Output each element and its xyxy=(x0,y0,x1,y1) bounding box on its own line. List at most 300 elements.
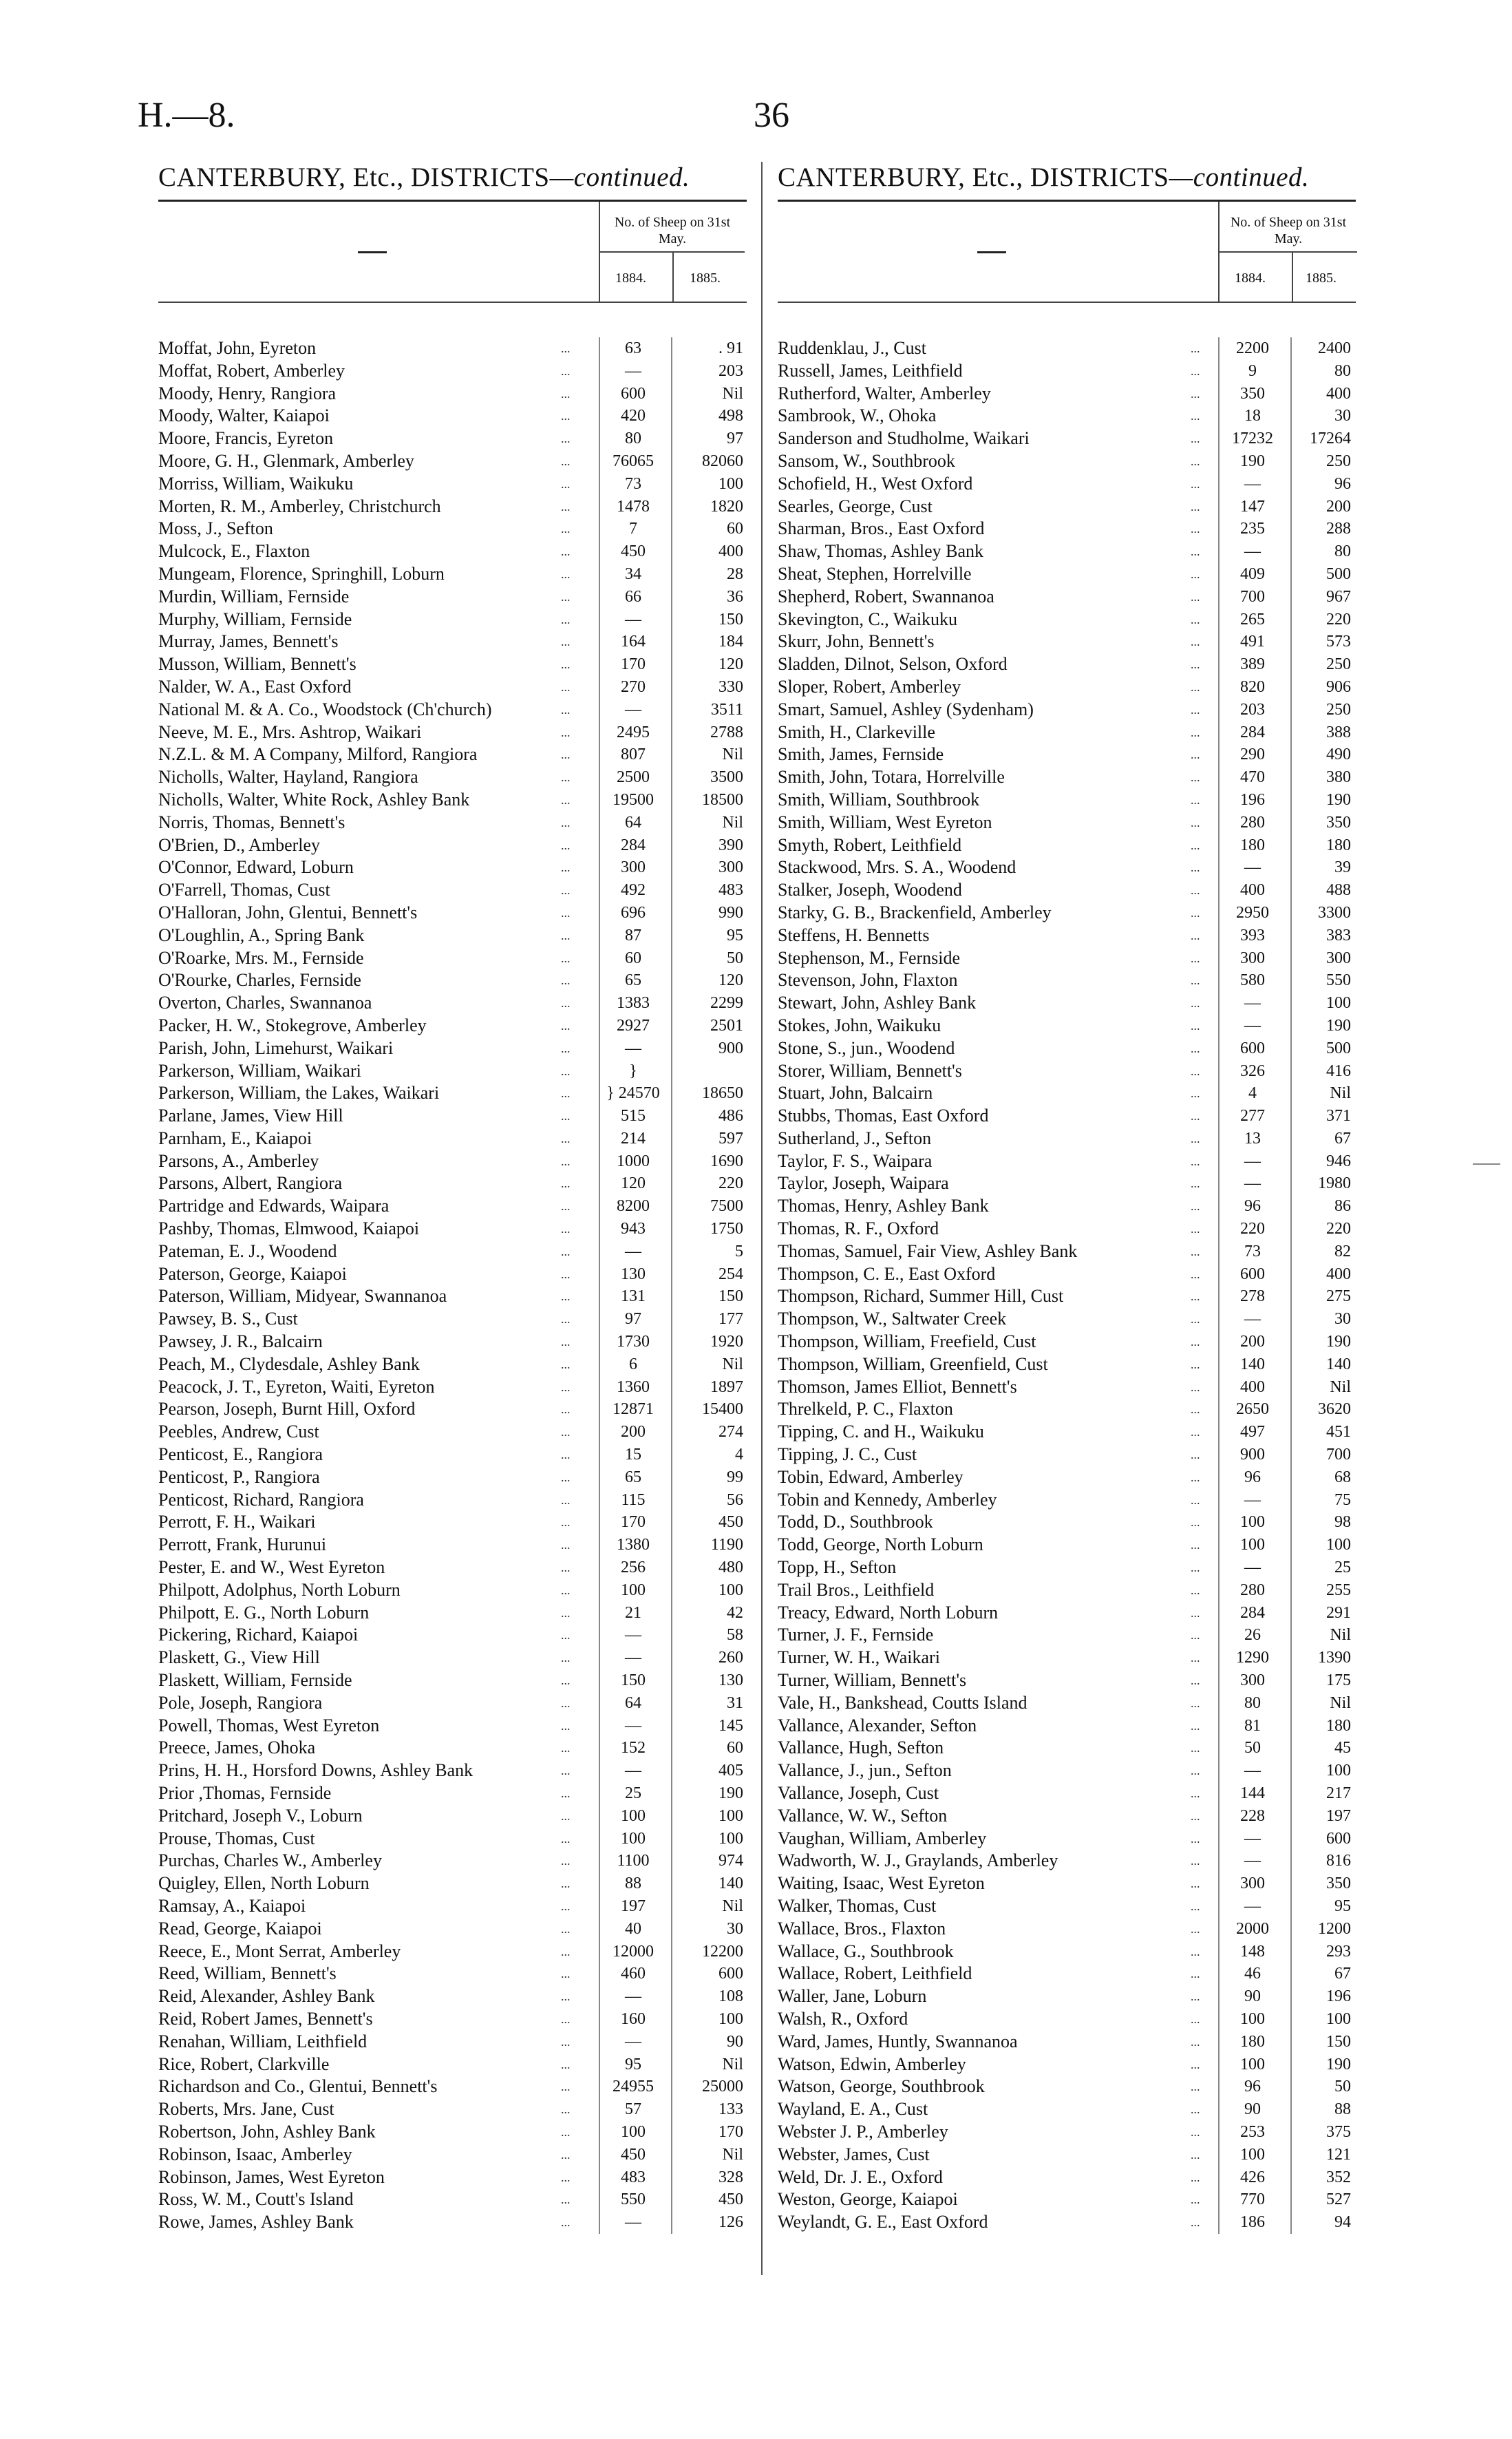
sheep-1884: 152 xyxy=(621,1739,646,1757)
owner-name: Russell, James, Leithfield xyxy=(778,360,963,381)
sheep-1885: 330 xyxy=(718,677,743,696)
table-row xyxy=(778,337,1356,360)
owner-name: Penticost, Richard, Rangiora xyxy=(158,1489,364,1510)
leader-dots: ... xyxy=(561,838,571,852)
owner-name: Vaughan, William, Amberley xyxy=(778,1828,987,1848)
table-row xyxy=(778,1647,1356,1669)
leader-dots: ... xyxy=(1191,589,1200,604)
leader-dots: ... xyxy=(561,2012,571,2026)
leader-dots: ... xyxy=(1191,499,1200,514)
sheep-1885: 99 xyxy=(727,1468,743,1486)
table-row xyxy=(158,766,747,789)
leader-dots: ... xyxy=(561,860,571,875)
sheep-1884: 300 xyxy=(1240,949,1265,967)
page-id: H.—8. xyxy=(138,96,235,135)
left-table-body xyxy=(158,337,747,2234)
sheep-1885: 488 xyxy=(1326,881,1351,900)
sheep-count-group-header xyxy=(1218,202,1357,302)
sheep-1884: 770 xyxy=(1240,2190,1265,2209)
sheep-1885: 67 xyxy=(1334,1965,1351,1983)
leader-dots: ... xyxy=(561,1312,571,1327)
owner-name: Moffat, Robert, Amberley xyxy=(158,360,345,381)
owner-name: Waller, Jane, Loburn xyxy=(778,1986,927,2007)
table-row xyxy=(778,360,1356,383)
leader-dots: ... xyxy=(561,1267,571,1281)
table-row xyxy=(158,856,747,879)
sheep-1884: 400 xyxy=(1240,881,1265,900)
sheep-1884: 220 xyxy=(1240,1220,1265,1238)
leader-dots: ... xyxy=(1191,1357,1200,1371)
sheep-1884: — xyxy=(625,1762,641,1780)
sheep-1885: 95 xyxy=(1334,1897,1351,1915)
sheep-1884: 25 xyxy=(625,1784,641,1802)
leader-dots: ... xyxy=(1191,1583,1200,1597)
owner-name: Searles, George, Cust xyxy=(778,496,933,516)
leader-dots: ... xyxy=(1191,1335,1200,1349)
sheep-1884: 100 xyxy=(1240,2055,1265,2073)
owner-name: Vale, H., Bankshead, Coutts Island xyxy=(778,1692,1027,1713)
sheep-1884: 148 xyxy=(1240,1942,1265,1961)
sheep-1884: 900 xyxy=(1240,1446,1265,1464)
sheep-1885: 121 xyxy=(1326,2145,1351,2164)
sheep-1885: 120 xyxy=(718,971,743,990)
table-row xyxy=(158,1263,747,1286)
sheep-1885: 388 xyxy=(1326,723,1351,741)
table-row xyxy=(778,925,1356,947)
owner-name: Todd, George, North Loburn xyxy=(778,1534,983,1555)
owner-name: Watson, George, Southbrook xyxy=(778,2076,985,2097)
sheep-1884: 450 xyxy=(621,542,646,561)
owner-name: Peebles, Andrew, Cust xyxy=(158,1422,319,1442)
sheep-1884: 100 xyxy=(1240,2009,1265,2028)
owner-name: Wallace, Robert, Leithfield xyxy=(778,1963,972,1984)
table-row xyxy=(778,383,1356,405)
sheep-1884: 393 xyxy=(1240,926,1265,944)
leader-dots: ... xyxy=(561,499,571,514)
table-row xyxy=(158,1240,747,1263)
owner-name: Tipping, J. C., Cust xyxy=(778,1444,917,1465)
sheep-1885: 203 xyxy=(718,361,743,380)
table-row xyxy=(158,1534,747,1556)
leader-dots: ... xyxy=(561,702,571,717)
sheep-1884: 492 xyxy=(621,881,646,900)
owner-name: Moore, Francis, Eyreton xyxy=(158,428,334,449)
table-row xyxy=(158,1421,747,1444)
sheep-1885: 133 xyxy=(718,2100,743,2119)
sheep-1885: 75 xyxy=(1334,1490,1351,1509)
sheep-1885: 184 xyxy=(718,633,743,651)
sheep-1884: 1478 xyxy=(617,497,650,516)
sheep-1885: 500 xyxy=(1326,1039,1351,1057)
sheep-1885: 1980 xyxy=(1318,1174,1351,1193)
table-row xyxy=(778,2166,1356,2189)
owner-name: Morriss, William, Waikuku xyxy=(158,473,354,494)
table-row xyxy=(778,1985,1356,2008)
leader-dots: ... xyxy=(1191,1854,1200,1868)
table-row xyxy=(158,1669,747,1692)
table-row xyxy=(158,2144,747,2166)
table-row xyxy=(778,609,1356,631)
table-row xyxy=(778,1669,1356,1692)
owner-name: Thompson, William, Greenfield, Cust xyxy=(778,1353,1048,1374)
leader-dots: ... xyxy=(561,928,571,942)
leader-dots: ... xyxy=(561,792,571,807)
sheep-1884: 483 xyxy=(621,2168,646,2186)
table-row xyxy=(778,1760,1356,1782)
sheep-1884: 170 xyxy=(621,655,646,674)
group-title: No. of Sheep on 31st May. xyxy=(614,215,731,246)
sheep-1885: 405 xyxy=(718,1762,743,1780)
sheep-1885: 25 xyxy=(1334,1559,1351,1577)
section-title-suffix: —continued. xyxy=(1169,162,1310,192)
sheep-1885: 15400 xyxy=(702,1400,743,1419)
sheep-1884: 90 xyxy=(1244,2100,1261,2119)
leader-dots: ... xyxy=(561,679,571,694)
sheep-1885: 288 xyxy=(1326,520,1351,538)
owner-name: Webster J. P., Amberley xyxy=(778,2121,948,2142)
sheep-1884: 15 xyxy=(625,1446,641,1464)
sheep-1884: 1360 xyxy=(617,1377,650,1396)
table-row xyxy=(778,1015,1356,1037)
sheep-1885: 1920 xyxy=(710,1333,743,1351)
table-row xyxy=(778,563,1356,586)
leader-dots: ... xyxy=(1191,1673,1200,1688)
owner-name: Stewart, John, Ashley Bank xyxy=(778,993,977,1013)
leader-dots: ... xyxy=(561,1583,571,1597)
sheep-1884: 300 xyxy=(1240,1875,1265,1893)
leader-dots: ... xyxy=(1191,1176,1200,1191)
leader-dots: ... xyxy=(561,1561,571,1575)
leader-dots: ... xyxy=(1191,1515,1200,1530)
table-row xyxy=(778,1692,1356,1715)
table-row xyxy=(158,1444,747,1466)
sheep-1885: 80 xyxy=(1334,542,1351,561)
leader-dots: ... xyxy=(561,1718,571,1733)
sheep-1885: 1390 xyxy=(1318,1649,1351,1667)
table-row xyxy=(778,766,1356,789)
sheep-1884: 820 xyxy=(1240,677,1265,696)
sheep-1885: 2501 xyxy=(710,1016,743,1035)
owner-name: Turner, W. H., Waikari xyxy=(778,1647,940,1668)
sheep-1884: 8200 xyxy=(617,1197,650,1216)
table-row xyxy=(778,902,1356,925)
sheep-1885: 100 xyxy=(718,1829,743,1848)
leader-dots: ... xyxy=(1191,770,1200,785)
owner-name: Smith, William, Southbrook xyxy=(778,789,980,810)
leader-dots: ... xyxy=(561,1989,571,2004)
center-rule xyxy=(761,162,763,2275)
table-row xyxy=(158,2098,747,2121)
leader-dots: ... xyxy=(561,1921,571,1936)
sheep-1884: 326 xyxy=(1240,1062,1265,1080)
sheep-1885: 96 xyxy=(1334,474,1351,493)
table-row xyxy=(778,1850,1356,1872)
sheep-1885: 100 xyxy=(1326,1762,1351,1780)
leader-dots: ... xyxy=(1191,1109,1200,1123)
leader-dots: ... xyxy=(1191,1086,1200,1101)
sheep-1885: 12200 xyxy=(702,1942,743,1961)
leader-dots: ... xyxy=(561,1154,571,1168)
sheep-1885: 1750 xyxy=(710,1220,743,1238)
owner-name: Walsh, R., Oxford xyxy=(778,2008,908,2029)
sheep-1884: — xyxy=(625,1626,641,1645)
table-row xyxy=(158,969,747,992)
table-row xyxy=(778,631,1356,653)
leader-dots: ... xyxy=(1191,1786,1200,1800)
sheep-1884: 19500 xyxy=(613,790,654,809)
sheep-1884: 100 xyxy=(621,1581,646,1599)
leader-dots: ... xyxy=(1191,2170,1200,2184)
sheep-1884: 253 xyxy=(1240,2122,1265,2141)
table-row xyxy=(158,1963,747,1985)
table-row xyxy=(158,1466,747,1489)
leader-dots: ... xyxy=(1191,725,1200,739)
leader-dots: ... xyxy=(561,1448,571,1462)
sheep-1885: Nil xyxy=(722,813,743,832)
owner-name: Smith, William, West Eyreton xyxy=(778,812,992,832)
sheep-1885: 31 xyxy=(727,1693,743,1712)
owner-name: Moody, Henry, Rangiora xyxy=(158,383,337,403)
sheep-1884: 2927 xyxy=(617,1016,650,1035)
table-row xyxy=(778,2188,1356,2211)
table-row xyxy=(158,1376,747,1399)
sheep-1884: 1000 xyxy=(617,1152,650,1170)
table-row xyxy=(158,2053,747,2076)
sheep-1885: 5 xyxy=(735,1242,743,1260)
leader-dots: ... xyxy=(1191,545,1200,559)
owner-name: Thompson, William, Freefield, Cust xyxy=(778,1331,1036,1352)
table-row xyxy=(778,2076,1356,2098)
owner-name: Turner, J. F., Fernside xyxy=(778,1625,934,1645)
sheep-1885: 3620 xyxy=(1318,1400,1351,1419)
leader-dots: ... xyxy=(561,1041,571,1055)
table-row xyxy=(778,2144,1356,2166)
sheep-1884: 65 xyxy=(625,971,641,990)
owner-name: Moffat, John, Eyreton xyxy=(158,338,317,358)
leader-dots: ... xyxy=(561,1854,571,1868)
leader-dots: ... xyxy=(561,2124,571,2139)
table-row xyxy=(778,834,1356,857)
owner-name: Thomson, James Elliot, Bennett's xyxy=(778,1376,1017,1397)
sheep-1885: 88 xyxy=(1334,2100,1351,2119)
table-row xyxy=(158,1195,747,1218)
table-row xyxy=(158,1105,747,1128)
sheep-1885: 293 xyxy=(1326,1942,1351,1961)
sheep-1885: 300 xyxy=(718,858,743,877)
sheep-1885: 380 xyxy=(1326,768,1351,787)
sheep-1884: 277 xyxy=(1240,1107,1265,1126)
table-row xyxy=(158,992,747,1015)
sheep-1885: 190 xyxy=(1326,1016,1351,1035)
owner-name: Parnham, E., Kaiapoi xyxy=(158,1128,312,1148)
leader-dots: ... xyxy=(561,725,571,739)
leader-dots: ... xyxy=(1191,522,1200,536)
sheep-1885: 94 xyxy=(1334,2213,1351,2232)
leader-dots: ... xyxy=(1191,1877,1200,1891)
sheep-1884: 115 xyxy=(621,1490,646,1509)
owner-name: Nalder, W. A., East Oxford xyxy=(158,676,352,697)
table-row xyxy=(158,1985,747,2008)
leader-dots: ... xyxy=(1191,1222,1200,1236)
sheep-1885: 177 xyxy=(718,1310,743,1329)
leader-dots: ... xyxy=(1191,1267,1200,1281)
leader-dots: ... xyxy=(561,1357,571,1371)
sheep-1885: 220 xyxy=(718,1174,743,1193)
owner-name: Vallance, W. W., Sefton xyxy=(778,1805,948,1826)
leader-dots: ... xyxy=(561,2102,571,2117)
leader-dots: ... xyxy=(1191,612,1200,626)
sheep-1884: — xyxy=(1244,1490,1261,1509)
year-subheader xyxy=(600,251,745,303)
table-row xyxy=(778,1195,1356,1218)
leader-dots: ... xyxy=(561,1538,571,1552)
sheep-1885: 100 xyxy=(718,1806,743,1825)
sheep-1885: 170 xyxy=(718,2122,743,2141)
table-row xyxy=(158,631,747,653)
owner-name: Sanderson and Studholme, Waikari xyxy=(778,428,1030,449)
table-row xyxy=(158,1037,747,1060)
sheep-1885: 217 xyxy=(1326,1784,1351,1802)
leader-dots: ... xyxy=(1191,2034,1200,2049)
table-row xyxy=(778,1240,1356,1263)
sheep-1884: 40 xyxy=(625,1919,641,1938)
table-row xyxy=(158,1150,747,1173)
sheep-1885: 416 xyxy=(1326,1062,1351,1080)
sheep-1885: 39 xyxy=(1334,858,1351,877)
sheep-1885: 50 xyxy=(727,949,743,967)
page-number: 36 xyxy=(754,96,789,135)
table-row xyxy=(158,789,747,812)
sheep-1884: 1380 xyxy=(617,1536,650,1554)
leader-dots: ... xyxy=(1191,1448,1200,1462)
owner-name: O'Rourke, Charles, Fernside xyxy=(158,970,361,991)
sheep-1884: — xyxy=(1244,1016,1261,1035)
table-row xyxy=(778,518,1356,540)
sheep-1885: 58 xyxy=(727,1626,743,1645)
leader-dots: ... xyxy=(1191,2124,1200,2139)
sheep-1885: 140 xyxy=(718,1875,743,1893)
table-row xyxy=(158,1060,747,1083)
owner-name: Pole, Joseph, Rangiora xyxy=(158,1692,323,1713)
owner-name: Thompson, W., Saltwater Creek xyxy=(778,1309,1007,1329)
table-row xyxy=(778,1715,1356,1738)
table-row xyxy=(158,1556,747,1579)
table-row xyxy=(778,1872,1356,1895)
leader-dots: ... xyxy=(561,1877,571,1891)
table-row xyxy=(158,2211,747,2234)
leader-dots: ... xyxy=(561,2170,571,2184)
sheep-1885: 1897 xyxy=(710,1377,743,1396)
leader-dots: ... xyxy=(561,1289,571,1304)
owner-name: Powell, Thomas, West Eyreton xyxy=(158,1715,380,1735)
sheep-1885: 50 xyxy=(1334,2078,1351,2096)
sheep-1885: 500 xyxy=(1326,564,1351,583)
owner-name: Taylor, Joseph, Waipara xyxy=(778,1173,949,1194)
leader-dots: ... xyxy=(1191,702,1200,717)
table-row xyxy=(778,450,1356,473)
owner-name: Murdin, William, Fernside xyxy=(158,586,350,606)
table-row xyxy=(158,540,747,563)
sheep-1884: } xyxy=(629,1062,637,1080)
owner-name: Vallance, Alexander, Sefton xyxy=(778,1715,977,1735)
sheep-1885: 150 xyxy=(718,1287,743,1306)
sheep-1884: 147 xyxy=(1240,497,1265,516)
leader-dots: ... xyxy=(561,1944,571,1958)
sheep-1885: Nil xyxy=(722,2055,743,2073)
owner-name: Parish, John, Limehurst, Waikari xyxy=(158,1037,394,1058)
owner-name: Tipping, C. and H., Waikuku xyxy=(778,1422,984,1442)
sheep-1884: 100 xyxy=(621,1806,646,1825)
sheep-1885: 390 xyxy=(718,836,743,854)
leader-dots: ... xyxy=(1191,1154,1200,1168)
owner-name: Mulcock, E., Flaxton xyxy=(158,541,310,562)
sheep-1884: 235 xyxy=(1240,520,1265,538)
leader-dots: ... xyxy=(1191,657,1200,672)
leader-dots: ... xyxy=(561,1064,571,1078)
table-row xyxy=(778,1105,1356,1128)
owner-name: Neeve, M. E., Mrs. Ashtrop, Waikari xyxy=(158,721,422,742)
leader-dots: ... xyxy=(1191,1899,1200,1913)
table-row xyxy=(158,1760,747,1782)
table-row xyxy=(778,721,1356,744)
sheep-1885: 100 xyxy=(718,474,743,493)
owner-name: Pester, E. and W., West Eyreton xyxy=(158,1557,385,1578)
owner-name: Parkerson, William, Waikari xyxy=(158,1060,361,1081)
owner-name: Thomas, Samuel, Fair View, Ashley Bank xyxy=(778,1240,1078,1261)
table-row xyxy=(158,1715,747,1738)
year-subheader xyxy=(1220,251,1357,303)
table-row xyxy=(158,1398,747,1421)
sheep-1885: 1820 xyxy=(710,497,743,516)
leader-dots: ... xyxy=(561,1131,571,1145)
sheep-1884: 200 xyxy=(1240,1333,1265,1351)
owner-name: Turner, William, Bennett's xyxy=(778,1670,967,1691)
sheep-1885: 7500 xyxy=(710,1197,743,1216)
leader-dots: ... xyxy=(561,454,571,468)
sheep-1884: 97 xyxy=(625,1310,641,1329)
table-row xyxy=(158,1353,747,1376)
sheep-1885: 190 xyxy=(718,1784,743,1802)
sheep-1885: 816 xyxy=(1326,1852,1351,1870)
leader-dots: ... xyxy=(1191,1538,1200,1552)
leader-dots: ... xyxy=(561,1831,571,1846)
table-row xyxy=(158,1602,747,1625)
sheep-1885: 42 xyxy=(727,1603,743,1622)
table-row xyxy=(778,743,1356,766)
table-row xyxy=(778,1060,1356,1083)
leader-dots: ... xyxy=(561,883,571,898)
owner-name: Parkerson, William, the Lakes, Waikari xyxy=(158,1083,440,1104)
sheep-1884: 300 xyxy=(621,858,646,877)
sheep-1885: 3511 xyxy=(710,700,743,719)
owner-name: Pearson, Joseph, Burnt Hill, Oxford xyxy=(158,1399,416,1419)
sheep-1884: 600 xyxy=(1240,1039,1265,1057)
table-row xyxy=(778,1082,1356,1105)
leader-dots: ... xyxy=(1191,883,1200,898)
sheep-1884: 140 xyxy=(1240,1355,1265,1373)
leader-dots: ... xyxy=(1191,1041,1200,1055)
owner-name: Steffens, H. Bennetts xyxy=(778,925,930,945)
sheep-1885: 328 xyxy=(718,2168,743,2186)
leader-dots: ... xyxy=(1191,1718,1200,1733)
leader-dots: ... xyxy=(1191,2080,1200,2094)
owner-name: Packer, H. W., Stokegrove, Amberley xyxy=(158,1015,427,1035)
table-row xyxy=(158,1579,747,1602)
owner-name: Wallace, G., Southbrook xyxy=(778,1941,954,1961)
leader-dots: ... xyxy=(561,522,571,536)
table-row xyxy=(158,2076,747,2098)
owner-name: O'Roarke, Mrs. M., Fernside xyxy=(158,947,364,968)
